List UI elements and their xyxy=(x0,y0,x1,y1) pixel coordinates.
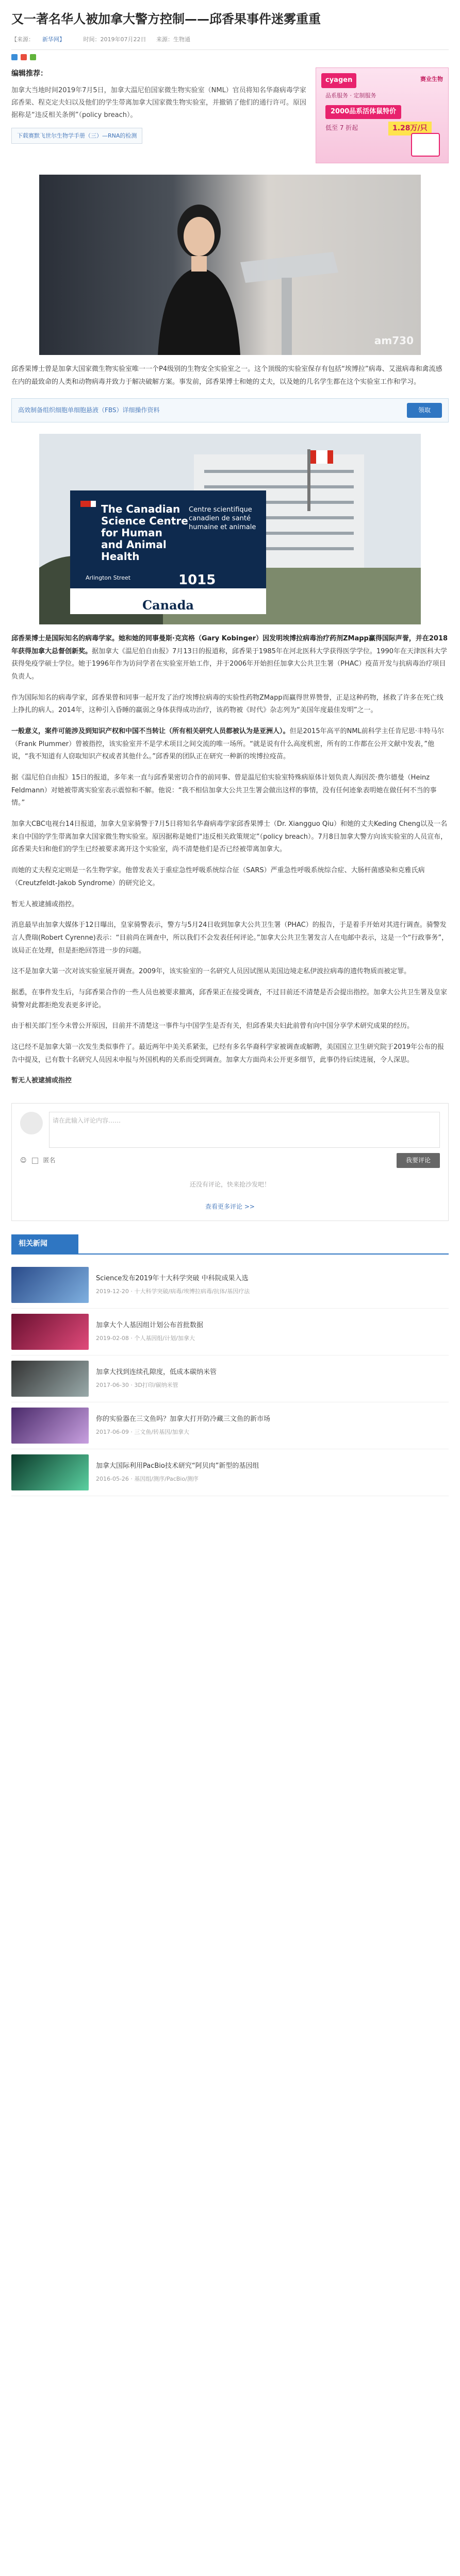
article-paragraph xyxy=(11,818,449,856)
related-thumbnail[interactable] xyxy=(11,1314,89,1350)
article-end-note: 暂无人被逮捕或指控 xyxy=(11,1077,72,1085)
paragraph-text: 而她的丈夫程克定则是一名生物学家。他曾发表关于重症急性呼吸系统综合征（SARS）严重急性呼吸系统综合症、大肠杆菌感染和克雅氏病（Creutzfeldt-Jakob Syndrome）的研究论文。 xyxy=(11,867,425,887)
article-paragraph xyxy=(11,1020,449,1033)
editor-note-text: 加拿大当地时间2019年7月5日，加拿大温尼伯国家微生物实验室（NML）官员将知名华裔病毒学家邱香果、程克定夫妇以及他们的学生带离加拿大国家微生物实验室，并撤销了他们的通行许可。原因据称是“违反相关条例”（policy breach）。 xyxy=(11,86,307,120)
related-title[interactable]: 你的实验器在三文鱼吗？加拿大打开防冷藏三文鱼的新市场 xyxy=(96,1415,271,1423)
related-item[interactable] xyxy=(11,1355,449,1402)
ad-brand: cyagen xyxy=(321,73,356,88)
related-item[interactable] xyxy=(11,1402,449,1449)
article-paragraph xyxy=(11,965,449,978)
article-paragraph xyxy=(11,692,449,717)
submit-comment-button[interactable]: 我要评论 xyxy=(397,1153,440,1168)
promo-button[interactable]: 领取 xyxy=(407,403,442,418)
emoji-icon[interactable]: ☺ xyxy=(20,1157,27,1164)
comment-empty-text: 还没有评论，快来抢沙发吧！ xyxy=(189,1181,270,1189)
related-meta: 2016-05-26 · 基因组/测序/PacBio/测序 xyxy=(96,1476,199,1483)
sign-text-en: The Canadian Science Centre for Human and Animal Health xyxy=(101,502,188,563)
sign-text-fr: Centre scientifique canadien de santé humaine et animale xyxy=(189,505,256,531)
advertisement[interactable] xyxy=(316,67,449,163)
article-paragraph xyxy=(11,633,449,684)
related-item[interactable] xyxy=(11,1262,449,1309)
paragraph-text: 但是2015年高平的NML前科学主任肯尼思·丰特马尔（Frank Plummer）曾被指控，该实验室并不是学术项目之间交流的唯一场所。“就是说有什么高度机密，所有的工作都在公开文献中发表，”他说，“我不知道有人窃取知识产权或者其他什么。”邱香果的团队正在研究一种新的埃博拉疫苗。 xyxy=(11,727,444,761)
paragraph-bold: 一般意义，案件可能涉及到知识产权和中国不当转让（所有相关研究人员都被认为是亚洲人）。 xyxy=(11,727,290,735)
related-meta: 2017-06-30 · 3D打印/碳纳米管 xyxy=(96,1382,178,1389)
download-link[interactable]: 下载赛默飞世尔生物学手册（三）—RNA的检测 xyxy=(11,128,142,144)
paragraph-text: 由于相关部门至今未曾公开原因，目前并不清楚这一事件与中国学生是否有关，但邱香果夫妇此前曾有向中国分享学术研究成果的经历。 xyxy=(11,1022,414,1030)
share-bar xyxy=(11,54,449,60)
promo-text: 高效制备组织细胞单细胞悬液（FBS）详细操作资料 xyxy=(18,406,160,414)
article-paragraph xyxy=(11,919,449,957)
share-wechat-icon[interactable] xyxy=(30,54,36,60)
anonymous-checkbox[interactable] xyxy=(32,1158,38,1164)
related-thumbnail[interactable] xyxy=(11,1361,89,1397)
comment-section xyxy=(11,1103,449,1221)
article-paragraph xyxy=(11,899,449,911)
paragraph-text: 这已经不是加拿大第一次发生类似事件了。最近两年中美关系紧张，已经有多名华裔科学家被调查或解聘，美国国立卫生研究院于2019年公布的报告中提及，已有数十名研究人员因未申报与外国机构的关系而受到调查。加拿大方面尚未公开更多细节，此事仍待后续进展，令人深思。 xyxy=(11,1043,445,1064)
related-thumbnail[interactable] xyxy=(11,1454,89,1490)
share-qzone-icon[interactable] xyxy=(21,54,27,60)
article-paragraph xyxy=(11,772,449,810)
related-title[interactable]: 加拿大个人基因组计划公布首批数据 xyxy=(96,1321,204,1329)
more-comments-link[interactable]: 查看更多评论 >> xyxy=(205,1203,255,1211)
paragraph-text: 据《温尼伯自由报》15日的报道，多年来一直与邱香果密切合作的前同事、曾是温尼伯实验室特殊病原体计划负责人海因茨·费尔德曼（Heinz Feldmann）对她被带离实验室表示震惊和不解。他说：“我不相信加拿大公共卫生署会做出这样的事情，没有任何迹象表明她在做任何不当的事情。” xyxy=(11,774,437,807)
user-avatar xyxy=(20,1112,43,1134)
category: 来源：生物通 xyxy=(156,36,190,43)
related-thumbnail[interactable] xyxy=(11,1408,89,1444)
related-news xyxy=(11,1234,449,1496)
paragraph-text: 据加拿大《温尼伯自由报》7月13日的报道称，邱香果于1985年在河北医科大学获得医学学位。1990年在天津医科大学获得免疫学硕士学位。她于1996年作为访问学者在实验室开始工作，并于2006年开始担任加拿大公共卫生署（PHAC）疫苗开发与抗病毒治疗项目负责人。 xyxy=(11,647,447,681)
related-meta: 2017-06-09 · 三文鱼/转基因/加拿大 xyxy=(96,1429,189,1436)
lead-paragraph: 邱香果博士曾是加拿大国家微生物实验室唯一一个P4级别的生物安全实验室之一。这个顶级的实验室保存有包括“埃博拉”病毒、艾滋病毒和禽流感在内的最致命的人类和动物病毒并致力于解决破解方案。事发前，邱香果博士和她的丈夫，以及她的几名学生都在这个实验室工作和学习。 xyxy=(11,365,442,386)
paragraph-text: 作为国际知名的病毒学家，邱香果曾和同事一起开发了治疗埃博拉病毒的实验性药物ZMapp而赢得世界赞誉，正是这种药物，拯救了许多在死亡线上挣扎的病人。2014年，这种引入昏睡的羸弱之身体获得成功治疗，该药物被《时代》杂志列为“美国年度最佳发明”之一。 xyxy=(11,693,443,715)
ad-line4: 1.28万/只 xyxy=(388,122,432,135)
comment-options xyxy=(20,1155,56,1166)
article-body xyxy=(11,363,449,1088)
top-section xyxy=(11,67,449,163)
photo-watermark: am730 xyxy=(374,334,414,347)
ad-line3: 低至 7 折起 xyxy=(325,124,358,132)
paragraph-text: 这不是加拿大第一次对该实验室展开调查。2009年，该实验室的一名研究人员因试图从美国边境走私伊波拉病毒的遗传物质而被定罪。 xyxy=(11,968,411,976)
article-paragraph xyxy=(11,865,449,890)
source-link[interactable]: 新华网】 xyxy=(42,36,65,43)
article-paragraph xyxy=(11,1041,449,1066)
ad-mouse-box-icon xyxy=(411,133,440,157)
related-item[interactable] xyxy=(11,1449,449,1496)
related-meta: 2019-12-20 · 十大科学突破/病毒/埃博拉病毒/抗体/基因疗法 xyxy=(96,1288,250,1295)
article-paragraph xyxy=(11,987,449,1012)
publish-time: 时间：2019年07月22日 xyxy=(83,36,146,43)
promo-banner[interactable] xyxy=(11,398,449,422)
related-list xyxy=(11,1262,449,1496)
sign-number: 1015 xyxy=(178,572,216,588)
anonymous-label: 匿名 xyxy=(43,1157,56,1164)
source: 【来源： 新华网】 xyxy=(11,36,65,43)
paragraph-text: 加拿大CBC电视台14日报道，加拿大皇家骑警于7月5日将知名华裔病毒学家邱香果博士（Dr. Xiangguo Qiu）和她的丈夫Keding Cheng以及一名来自中国的学生带离加拿大国家微生物实验室。原因据称是她们“违反相关政策规定”（policy breach）。7月8日加拿大警方向该实验室的人员宣布，邱香果夫妇和他们的学生已经被要求离开这个实验室，尚不清楚他们是否已经被带离加拿大。 xyxy=(11,820,448,854)
editor-note-heading: 编辑推荐： xyxy=(11,70,47,78)
ad-line1: 品系服务 · 定制服务 xyxy=(325,92,376,99)
editor-note xyxy=(11,67,306,163)
article-meta xyxy=(11,35,449,50)
paragraph-bold: 邱香果博士是国际知名的病毒学家。她和她的同事曼斯·克宾格（Gary Kobinger）因发明埃博拉病毒治疗药剂ZMapp赢得国际声誉，并在2018年获得加拿大总督创新奖。 xyxy=(11,634,448,655)
sign-canada-logo: Canada xyxy=(142,597,194,613)
paragraph-text: 消息最早由加拿大媒体于12日曝出，皇家骑警表示，警方与5月24日收到加拿大公共卫生署（PHAC）的报告，于是着手开始对其进行调查。骑警发言人费瑞(Robert Cyrenne)表示：“目前尚在调查中，所以我们不会发表任何评论。”加拿大公共卫生署发言人在电邮中表示，这是一个“行政事务”，该局正在处理，但是拒绝回答进一步的问题。 xyxy=(11,921,449,955)
photo-building xyxy=(39,434,421,624)
article-paragraph xyxy=(11,725,449,764)
podium-icon xyxy=(235,252,338,355)
related-title[interactable]: 加拿大国际利用PacBio技术研究“阿贝肉”新型的基因组 xyxy=(96,1462,259,1470)
paragraph-list xyxy=(11,633,449,1088)
paragraph-text: 暂无人被逮捕或指控。 xyxy=(11,900,79,908)
ad-right-tag: 赛业生物 xyxy=(420,76,443,83)
paragraph-text: 据悉，在事件发生后，与邱香果合作的一些人员也被要求撤离，邱香果正在接受调查，不过目前还不清楚是否会提出指控。加拿大公共卫生署及皇家骑警对此都拒绝发表更多评论。 xyxy=(11,988,448,1009)
related-heading: 相关新闻 xyxy=(11,1234,78,1253)
ad-line2: 2000品系活体鼠特价 xyxy=(325,105,401,119)
sign-street: Arlington Street xyxy=(86,574,131,581)
page-title: 又一著名华人被加拿大警方控制——邱香果事件迷雾重重 xyxy=(11,12,321,26)
comment-input[interactable]: 请在此输入评论内容…… xyxy=(49,1112,440,1148)
share-weibo-icon[interactable] xyxy=(11,54,18,60)
related-title[interactable]: 加拿大找到连续孔隙度，低成本碳纳米管 xyxy=(96,1368,217,1376)
related-title[interactable]: Science发布2019年十大科学突破 中科院成果入选 xyxy=(96,1274,249,1282)
photo-scientist xyxy=(39,175,421,355)
related-meta: 2019-02-08 · 个人基因组/计划/加拿大 xyxy=(96,1335,195,1342)
related-item[interactable] xyxy=(11,1309,449,1355)
related-thumbnail[interactable] xyxy=(11,1267,89,1303)
